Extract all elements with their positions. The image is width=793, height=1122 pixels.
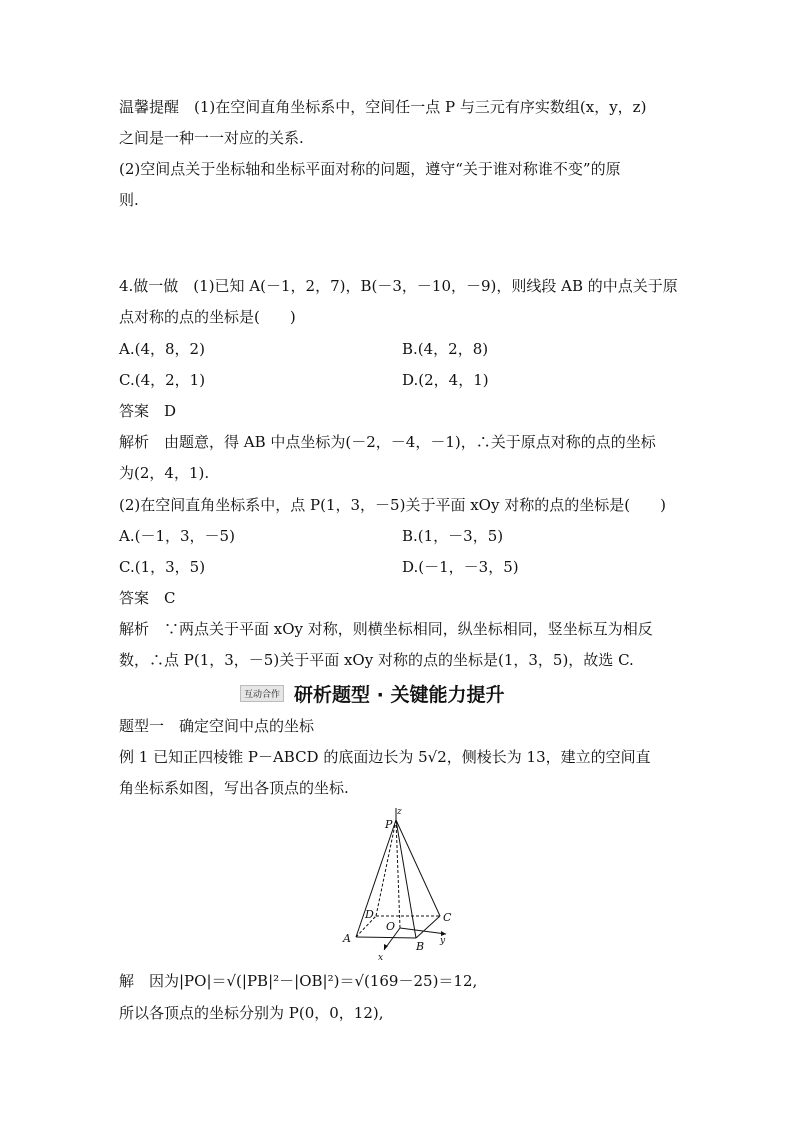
q2-option-c: C.(1，3，5) (119, 558, 206, 576)
q1-analysis-line-1: 解析 由题意，得 AB 中点坐标为(－2，－4，－1)，∴关于原点对称的点的坐标 (119, 433, 656, 451)
q2-analysis-line-2: 数，∴点 P(1，3，－5)关于平面 xOy 对称的点的坐标是(1，3，5)，故选 C. (119, 651, 634, 669)
q2-analysis-line-1: 解析 ∵两点关于平面 xOy 对称，则横坐标相同，纵坐标相同，竖坐标互为相反 (119, 620, 653, 638)
label-d: D (365, 908, 374, 921)
q1-option-d: D.(2，4，1) (402, 371, 489, 389)
example-line-1: 例 1 已知正四棱锥 P－ABCD 的底面边长为 5√2，侧棱长为 13，建立的空间直 (119, 748, 651, 766)
label-a: A (343, 932, 351, 945)
example-line-2: 角坐标系如图，写出各顶点的坐标. (119, 779, 349, 797)
label-x: x (378, 953, 384, 962)
banner-tag: 互动合作 (240, 685, 284, 702)
q1-analysis-line-2: 为(2，4，1). (119, 464, 210, 482)
q1-stem-line-1: 4.做一做 (1)已知 A(－1，2，7)，B(－3，－10，－9)，则线段 AB 的中点关于原 (119, 277, 678, 295)
solution-line-2: 所以各顶点的坐标分别为 P(0，0，12), (119, 1004, 384, 1022)
label-o: O (386, 920, 396, 933)
tip-line-4: 则. (119, 191, 139, 209)
tip-line-2: 之间是一种一一对应的关系. (119, 129, 304, 147)
q1-answer: 答案 D (119, 402, 177, 420)
tip-line-3: (2)空间点关于坐标轴和坐标平面对称的问题，遵守“关于谁对称谁不变”的原 (119, 160, 621, 178)
type-title: 题型一 确定空间中点的坐标 (119, 717, 315, 735)
q1-option-b: B.(4，2，8) (402, 340, 489, 358)
q2-option-b: B.(1，－3，5) (402, 527, 504, 545)
height-po (396, 820, 400, 928)
solution-line-1: 解 因为|PO|＝√(|PB|²－|OB|²)＝√(169－25)＝12, (119, 972, 478, 990)
section-banner (240, 680, 504, 706)
edge-ab (356, 937, 416, 938)
label-c: C (443, 911, 452, 924)
banner-title: 研析题型 · 关键能力提升 (294, 683, 505, 706)
edge-pd (376, 820, 396, 916)
label-b: B (416, 940, 425, 953)
label-y: y (440, 936, 446, 946)
q1-stem-line-2: 点对称的点的坐标是( ) (119, 308, 296, 326)
q1-option-a: A.(4，8，2) (119, 340, 205, 358)
q1-option-c: C.(4，2，1) (119, 371, 206, 389)
q2-option-a: A.(－1，3，－5) (119, 527, 235, 545)
edge-bc (416, 916, 440, 938)
q2-stem: (2)在空间直角坐标系中，点 P(1，3，－5)关于平面 xOy 对称的点的坐标是( ) (119, 496, 666, 514)
pyramid-figure (330, 800, 470, 962)
tip-line-1: 温馨提醒 (1)在空间直角坐标系中，空间任一点 P 与三元有序实数组(x，y，z) (119, 98, 647, 116)
q2-answer: 答案 C (119, 589, 176, 607)
label-p: P (385, 818, 393, 831)
label-z: z (397, 807, 402, 817)
edge-pc (396, 820, 440, 916)
y-axis (400, 928, 446, 934)
q2-option-d: D.(－1，－3，5) (402, 558, 519, 576)
edge-pb (396, 820, 416, 938)
